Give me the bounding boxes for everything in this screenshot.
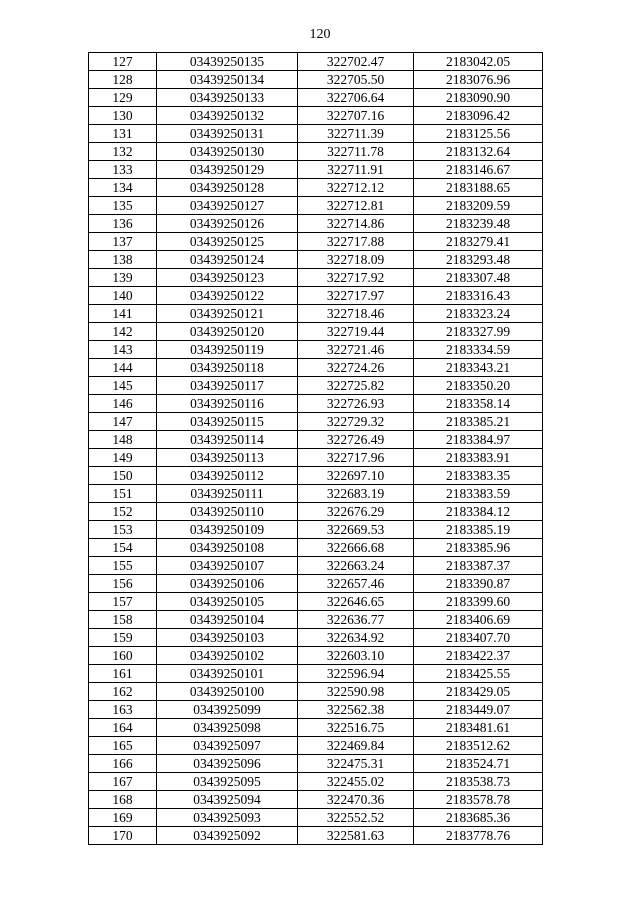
- x-coordinate-cell: 322634.92: [298, 629, 414, 647]
- row-number-cell: 145: [89, 377, 157, 395]
- parcel-id-cell: 03439250112: [157, 467, 298, 485]
- page-number: 120: [309, 27, 331, 42]
- y-coordinate-cell: 2183685.36: [414, 809, 543, 827]
- x-coordinate-cell: 322702.47: [298, 53, 414, 71]
- y-coordinate-cell: 2183429.05: [414, 683, 543, 701]
- x-coordinate-cell: 322706.64: [298, 89, 414, 107]
- y-coordinate-cell: 2183358.14: [414, 395, 543, 413]
- coordinates-table: [88, 52, 543, 845]
- x-coordinate-cell: 322552.52: [298, 809, 414, 827]
- parcel-id-cell: 03439250119: [157, 341, 298, 359]
- x-coordinate-cell: 322717.96: [298, 449, 414, 467]
- row-number-cell: 136: [89, 215, 157, 233]
- x-coordinate-cell: 322711.78: [298, 143, 414, 161]
- row-number-cell: 128: [89, 71, 157, 89]
- row-number-cell: 147: [89, 413, 157, 431]
- parcel-id-cell: 03439250105: [157, 593, 298, 611]
- x-coordinate-cell: 322705.50: [298, 71, 414, 89]
- table-row: [89, 485, 543, 503]
- y-coordinate-cell: 2183385.96: [414, 539, 543, 557]
- table-row: [89, 629, 543, 647]
- row-number-cell: 135: [89, 197, 157, 215]
- row-number-cell: 167: [89, 773, 157, 791]
- row-number-cell: 134: [89, 179, 157, 197]
- y-coordinate-cell: 2183538.73: [414, 773, 543, 791]
- parcel-id-cell: 03439250126: [157, 215, 298, 233]
- row-number-cell: 139: [89, 269, 157, 287]
- parcel-id-cell: 03439250111: [157, 485, 298, 503]
- row-number-cell: 160: [89, 647, 157, 665]
- x-coordinate-cell: 322646.65: [298, 593, 414, 611]
- row-number-cell: 155: [89, 557, 157, 575]
- parcel-id-cell: 03439250107: [157, 557, 298, 575]
- x-coordinate-cell: 322455.02: [298, 773, 414, 791]
- row-number-cell: 163: [89, 701, 157, 719]
- parcel-id-cell: 0343925096: [157, 755, 298, 773]
- y-coordinate-cell: 2183350.20: [414, 377, 543, 395]
- table-row: [89, 107, 543, 125]
- table-row: [89, 161, 543, 179]
- parcel-id-cell: 03439250122: [157, 287, 298, 305]
- parcel-id-cell: 03439250131: [157, 125, 298, 143]
- table-row: [89, 557, 543, 575]
- table-row: [89, 89, 543, 107]
- table-row: [89, 71, 543, 89]
- table-row: [89, 809, 543, 827]
- table-row: [89, 341, 543, 359]
- x-coordinate-cell: 322603.10: [298, 647, 414, 665]
- y-coordinate-cell: 2183239.48: [414, 215, 543, 233]
- parcel-id-cell: 03439250102: [157, 647, 298, 665]
- parcel-id-cell: 03439250128: [157, 179, 298, 197]
- row-number-cell: 143: [89, 341, 157, 359]
- x-coordinate-cell: 322711.91: [298, 161, 414, 179]
- parcel-id-cell: 03439250117: [157, 377, 298, 395]
- y-coordinate-cell: 2183096.42: [414, 107, 543, 125]
- x-coordinate-cell: 322714.86: [298, 215, 414, 233]
- parcel-id-cell: 03439250133: [157, 89, 298, 107]
- y-coordinate-cell: 2183076.96: [414, 71, 543, 89]
- x-coordinate-cell: 322596.94: [298, 665, 414, 683]
- table-row: [89, 719, 543, 737]
- x-coordinate-cell: 322717.92: [298, 269, 414, 287]
- y-coordinate-cell: 2183481.61: [414, 719, 543, 737]
- y-coordinate-cell: 2183316.43: [414, 287, 543, 305]
- table-row: [89, 539, 543, 557]
- row-number-cell: 140: [89, 287, 157, 305]
- y-coordinate-cell: 2183449.07: [414, 701, 543, 719]
- parcel-id-cell: 03439250120: [157, 323, 298, 341]
- row-number-cell: 133: [89, 161, 157, 179]
- x-coordinate-cell: 322718.46: [298, 305, 414, 323]
- row-number-cell: 141: [89, 305, 157, 323]
- table-row: [89, 233, 543, 251]
- parcel-id-cell: 0343925093: [157, 809, 298, 827]
- parcel-id-cell: 03439250134: [157, 71, 298, 89]
- parcel-id-cell: 03439250135: [157, 53, 298, 71]
- x-coordinate-cell: 322683.19: [298, 485, 414, 503]
- table-row: [89, 269, 543, 287]
- row-number-cell: 144: [89, 359, 157, 377]
- y-coordinate-cell: 2183399.60: [414, 593, 543, 611]
- y-coordinate-cell: 2183090.90: [414, 89, 543, 107]
- x-coordinate-cell: 322721.46: [298, 341, 414, 359]
- y-coordinate-cell: 2183209.59: [414, 197, 543, 215]
- table-row: [89, 467, 543, 485]
- row-number-cell: 157: [89, 593, 157, 611]
- parcel-id-cell: 03439250100: [157, 683, 298, 701]
- row-number-cell: 165: [89, 737, 157, 755]
- y-coordinate-cell: 2183343.21: [414, 359, 543, 377]
- x-coordinate-cell: 322516.75: [298, 719, 414, 737]
- parcel-id-cell: 03439250121: [157, 305, 298, 323]
- row-number-cell: 169: [89, 809, 157, 827]
- table-row: [89, 593, 543, 611]
- table-row: [89, 215, 543, 233]
- row-number-cell: 137: [89, 233, 157, 251]
- row-number-cell: 130: [89, 107, 157, 125]
- y-coordinate-cell: 2183406.69: [414, 611, 543, 629]
- table-row: [89, 755, 543, 773]
- y-coordinate-cell: 2183512.62: [414, 737, 543, 755]
- parcel-id-cell: 03439250130: [157, 143, 298, 161]
- table-row: [89, 791, 543, 809]
- parcel-id-cell: 03439250123: [157, 269, 298, 287]
- row-number-cell: 161: [89, 665, 157, 683]
- y-coordinate-cell: 2183385.21: [414, 413, 543, 431]
- x-coordinate-cell: 322470.36: [298, 791, 414, 809]
- y-coordinate-cell: 2183524.71: [414, 755, 543, 773]
- y-coordinate-cell: 2183327.99: [414, 323, 543, 341]
- row-number-cell: 142: [89, 323, 157, 341]
- x-coordinate-cell: 322475.31: [298, 755, 414, 773]
- parcel-id-cell: 0343925095: [157, 773, 298, 791]
- row-number-cell: 152: [89, 503, 157, 521]
- y-coordinate-cell: 2183132.64: [414, 143, 543, 161]
- x-coordinate-cell: 322469.84: [298, 737, 414, 755]
- x-coordinate-cell: 322669.53: [298, 521, 414, 539]
- y-coordinate-cell: 2183323.24: [414, 305, 543, 323]
- parcel-id-cell: 03439250104: [157, 611, 298, 629]
- y-coordinate-cell: 2183383.35: [414, 467, 543, 485]
- table-row: [89, 125, 543, 143]
- parcel-id-cell: 03439250103: [157, 629, 298, 647]
- table-row: [89, 449, 543, 467]
- row-number-cell: 131: [89, 125, 157, 143]
- x-coordinate-cell: 322666.68: [298, 539, 414, 557]
- parcel-id-cell: 03439250118: [157, 359, 298, 377]
- y-coordinate-cell: 2183188.65: [414, 179, 543, 197]
- y-coordinate-cell: 2183307.48: [414, 269, 543, 287]
- table-row: [89, 773, 543, 791]
- parcel-id-cell: 03439250114: [157, 431, 298, 449]
- y-coordinate-cell: 2183578.78: [414, 791, 543, 809]
- table-row: [89, 197, 543, 215]
- row-number-cell: 148: [89, 431, 157, 449]
- y-coordinate-cell: 2183387.37: [414, 557, 543, 575]
- y-coordinate-cell: 2183407.70: [414, 629, 543, 647]
- table-row: [89, 179, 543, 197]
- x-coordinate-cell: 322726.93: [298, 395, 414, 413]
- x-coordinate-cell: 322712.12: [298, 179, 414, 197]
- parcel-id-cell: 03439250113: [157, 449, 298, 467]
- parcel-id-cell: 0343925092: [157, 827, 298, 845]
- table-row: [89, 575, 543, 593]
- table-row: [89, 737, 543, 755]
- table-row: [89, 503, 543, 521]
- x-coordinate-cell: 322726.49: [298, 431, 414, 449]
- y-coordinate-cell: 2183293.48: [414, 251, 543, 269]
- table-row: [89, 431, 543, 449]
- x-coordinate-cell: 322712.81: [298, 197, 414, 215]
- x-coordinate-cell: 322711.39: [298, 125, 414, 143]
- y-coordinate-cell: 2183279.41: [414, 233, 543, 251]
- row-number-cell: 166: [89, 755, 157, 773]
- y-coordinate-cell: 2183383.91: [414, 449, 543, 467]
- parcel-id-cell: 03439250106: [157, 575, 298, 593]
- y-coordinate-cell: 2183425.55: [414, 665, 543, 683]
- parcel-id-cell: 0343925099: [157, 701, 298, 719]
- table-row: [89, 647, 543, 665]
- y-coordinate-cell: 2183125.56: [414, 125, 543, 143]
- x-coordinate-cell: 322707.16: [298, 107, 414, 125]
- row-number-cell: 156: [89, 575, 157, 593]
- parcel-id-cell: 03439250127: [157, 197, 298, 215]
- table-row: [89, 521, 543, 539]
- row-number-cell: 154: [89, 539, 157, 557]
- table-row: [89, 611, 543, 629]
- parcel-id-cell: 0343925097: [157, 737, 298, 755]
- x-coordinate-cell: 322697.10: [298, 467, 414, 485]
- x-coordinate-cell: 322724.26: [298, 359, 414, 377]
- x-coordinate-cell: 322657.46: [298, 575, 414, 593]
- parcel-id-cell: 0343925094: [157, 791, 298, 809]
- table-row: [89, 395, 543, 413]
- y-coordinate-cell: 2183146.67: [414, 161, 543, 179]
- row-number-cell: 158: [89, 611, 157, 629]
- y-coordinate-cell: 2183422.37: [414, 647, 543, 665]
- parcel-id-cell: 03439250125: [157, 233, 298, 251]
- row-number-cell: 164: [89, 719, 157, 737]
- x-coordinate-cell: 322562.38: [298, 701, 414, 719]
- row-number-cell: 168: [89, 791, 157, 809]
- row-number-cell: 129: [89, 89, 157, 107]
- y-coordinate-cell: 2183390.87: [414, 575, 543, 593]
- table-row: [89, 323, 543, 341]
- y-coordinate-cell: 2183385.19: [414, 521, 543, 539]
- table-row: [89, 287, 543, 305]
- table-row: [89, 665, 543, 683]
- parcel-id-cell: 03439250129: [157, 161, 298, 179]
- x-coordinate-cell: 322581.63: [298, 827, 414, 845]
- row-number-cell: 149: [89, 449, 157, 467]
- x-coordinate-cell: 322676.29: [298, 503, 414, 521]
- x-coordinate-cell: 322718.09: [298, 251, 414, 269]
- x-coordinate-cell: 322590.98: [298, 683, 414, 701]
- y-coordinate-cell: 2183384.12: [414, 503, 543, 521]
- row-number-cell: 162: [89, 683, 157, 701]
- y-coordinate-cell: 2183042.05: [414, 53, 543, 71]
- parcel-id-cell: 03439250132: [157, 107, 298, 125]
- x-coordinate-cell: 322729.32: [298, 413, 414, 431]
- parcel-id-cell: 03439250101: [157, 665, 298, 683]
- parcel-id-cell: 03439250110: [157, 503, 298, 521]
- y-coordinate-cell: 2183384.97: [414, 431, 543, 449]
- parcel-id-cell: 03439250116: [157, 395, 298, 413]
- parcel-id-cell: 03439250109: [157, 521, 298, 539]
- table-row: [89, 143, 543, 161]
- parcel-id-cell: 03439250108: [157, 539, 298, 557]
- y-coordinate-cell: 2183778.76: [414, 827, 543, 845]
- y-coordinate-cell: 2183383.59: [414, 485, 543, 503]
- parcel-id-cell: 03439250124: [157, 251, 298, 269]
- row-number-cell: 153: [89, 521, 157, 539]
- table-row: [89, 683, 543, 701]
- table-row: [89, 251, 543, 269]
- table-body: [89, 53, 543, 845]
- row-number-cell: 151: [89, 485, 157, 503]
- row-number-cell: 138: [89, 251, 157, 269]
- x-coordinate-cell: 322719.44: [298, 323, 414, 341]
- row-number-cell: 159: [89, 629, 157, 647]
- table-row: [89, 701, 543, 719]
- x-coordinate-cell: 322717.88: [298, 233, 414, 251]
- table-row: [89, 413, 543, 431]
- table-row: [89, 305, 543, 323]
- row-number-cell: 127: [89, 53, 157, 71]
- parcel-id-cell: 0343925098: [157, 719, 298, 737]
- table-row: [89, 827, 543, 845]
- row-number-cell: 150: [89, 467, 157, 485]
- table-row: [89, 359, 543, 377]
- x-coordinate-cell: 322717.97: [298, 287, 414, 305]
- x-coordinate-cell: 322725.82: [298, 377, 414, 395]
- row-number-cell: 146: [89, 395, 157, 413]
- x-coordinate-cell: 322636.77: [298, 611, 414, 629]
- y-coordinate-cell: 2183334.59: [414, 341, 543, 359]
- parcel-id-cell: 03439250115: [157, 413, 298, 431]
- table-row: [89, 377, 543, 395]
- table-row: [89, 53, 543, 71]
- row-number-cell: 132: [89, 143, 157, 161]
- row-number-cell: 170: [89, 827, 157, 845]
- x-coordinate-cell: 322663.24: [298, 557, 414, 575]
